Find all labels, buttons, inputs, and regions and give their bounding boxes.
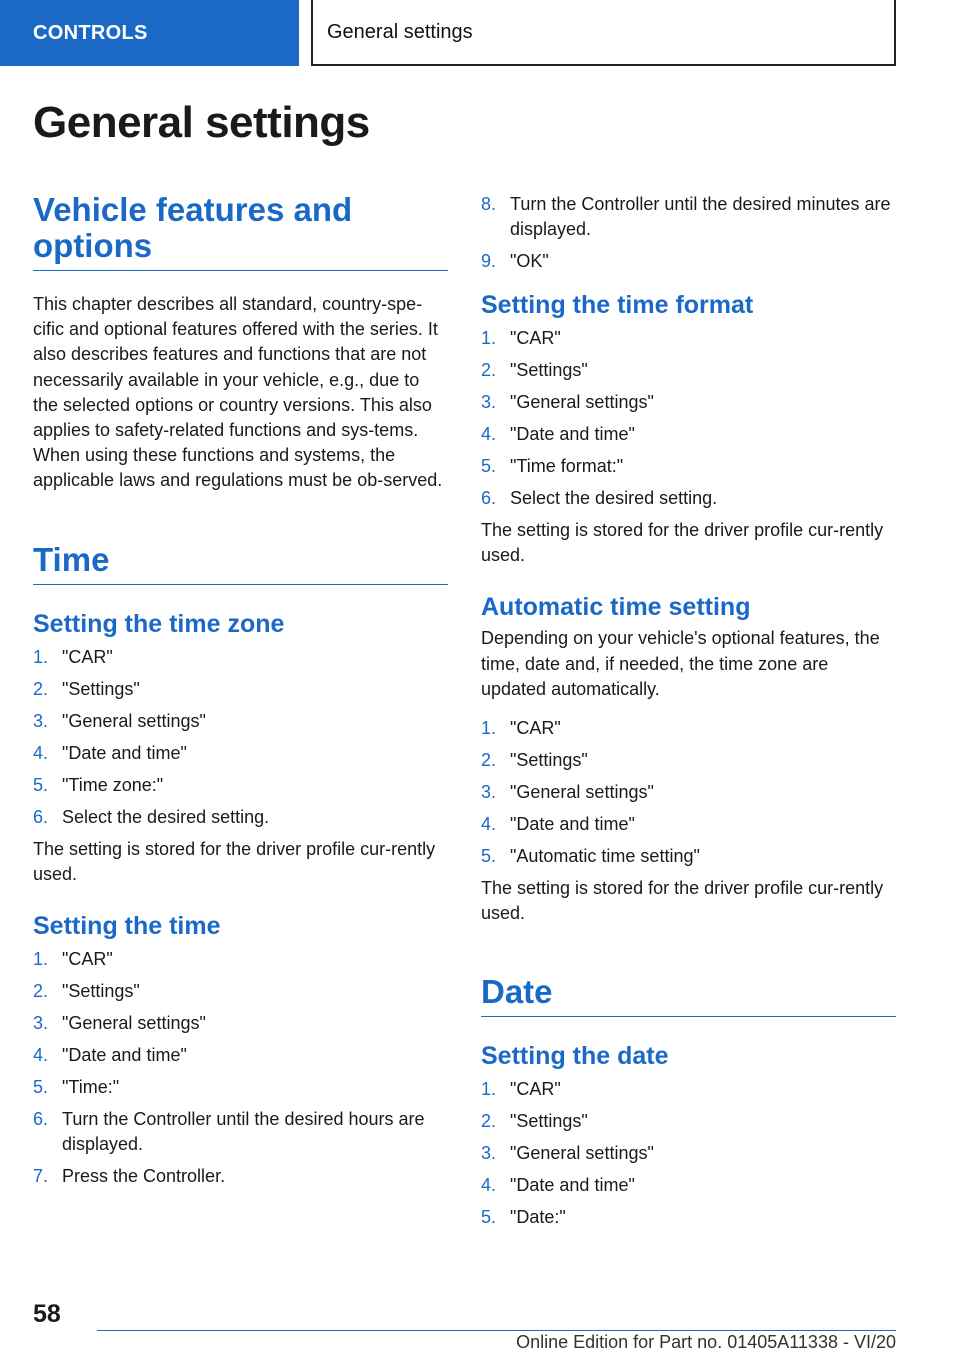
step-text: "Settings"	[62, 981, 140, 1002]
step-number: 1.	[481, 718, 497, 739]
step-text: Turn the Controller until the desired minutes are displayed.	[510, 194, 891, 239]
time-zone-note: The setting is stored for the driver profile cur-rently used.	[33, 838, 436, 884]
step-number: 6.	[33, 806, 49, 827]
list-item	[481, 390, 896, 415]
list-item	[481, 486, 896, 511]
step-number: 5.	[33, 774, 49, 795]
step-number: 2.	[481, 750, 497, 771]
step-number: 3.	[33, 710, 49, 731]
step-text: "Settings"	[62, 678, 140, 699]
vehicle-features-text: This chapter describes all standard, country-spe-cific and optional features offered with the series. It also describes features and functions that are not necessarily available in your vehicle, e.g., due to the selected options or country versions. This also applies to safety-related functions and sys-tems. When using these functions and systems, the applicable laws and regulations must be ob-served.	[33, 294, 443, 491]
right-column	[481, 192, 896, 1237]
step-number: 4.	[33, 742, 49, 763]
step-number: 1.	[33, 646, 49, 667]
step-text: Select the desired setting.	[510, 488, 718, 508]
step-text: "Settings"	[510, 360, 588, 380]
step-text: Press the Controller.	[62, 1166, 226, 1187]
step-text: "Date and time"	[62, 1045, 187, 1066]
time-zone-steps	[33, 645, 448, 830]
step-text: "Time zone:"	[62, 774, 164, 795]
list-item	[481, 358, 896, 383]
list-item	[481, 780, 896, 805]
heading-set-time: Setting the time	[33, 912, 221, 941]
list-item	[481, 192, 896, 242]
step-number: 4.	[481, 1175, 497, 1196]
set-time-steps-continued	[481, 192, 896, 274]
step-number: 6.	[481, 488, 497, 508]
list-item	[481, 1173, 896, 1198]
list-item	[481, 326, 896, 351]
list-item	[481, 812, 896, 837]
time-format-steps	[481, 326, 896, 511]
list-item	[33, 1107, 448, 1157]
footer-edition: Online Edition for Part no. 01405A11338 - VI/20	[516, 1332, 896, 1352]
heading-vehicle-features: Vehicle features and options	[33, 192, 448, 271]
step-number: 5.	[481, 846, 497, 867]
set-time-steps	[33, 947, 448, 1189]
step-number: 1.	[33, 949, 49, 970]
step-text: "Date and time"	[510, 1175, 635, 1196]
step-text: "General settings"	[510, 392, 654, 412]
step-number: 3.	[481, 782, 497, 803]
step-text: "General settings"	[62, 710, 206, 731]
step-number: 1.	[481, 328, 497, 348]
step-number: 2.	[481, 360, 497, 380]
auto-time-steps	[481, 716, 896, 869]
list-item	[33, 947, 448, 972]
step-number: 4.	[33, 1045, 49, 1066]
step-number: 7.	[33, 1166, 49, 1187]
step-number: 4.	[481, 814, 497, 835]
step-text: "CAR"	[62, 646, 113, 667]
step-text: "Automatic time setting"	[510, 846, 700, 867]
step-number: 5.	[481, 1207, 497, 1228]
step-number: 2.	[481, 1111, 497, 1132]
list-item	[33, 773, 448, 798]
step-text: "CAR"	[510, 718, 561, 739]
step-text: Turn the Controller until the desired hours are displayed.	[62, 1109, 425, 1155]
step-number: 4.	[481, 424, 497, 444]
heading-auto-time: Automatic time setting	[481, 593, 751, 622]
heading-date: Date	[481, 972, 896, 1017]
list-item	[33, 677, 448, 702]
step-text: "CAR"	[510, 328, 561, 348]
page-title: General settings	[33, 98, 370, 147]
list-item	[481, 1109, 896, 1134]
step-text: "CAR"	[510, 1079, 561, 1100]
step-text: Select the desired setting.	[62, 806, 270, 827]
step-text: "OK"	[510, 251, 549, 271]
step-text: "General settings"	[510, 782, 654, 803]
step-number: 2.	[33, 981, 49, 1002]
step-text: "CAR"	[62, 949, 113, 970]
step-number: 9.	[481, 251, 497, 271]
step-number: 3.	[33, 1013, 49, 1034]
page-number: 58	[33, 1300, 61, 1328]
step-number: 5.	[33, 1077, 49, 1098]
step-number: 1.	[481, 1079, 497, 1100]
heading-set-date: Setting the date	[481, 1042, 669, 1071]
list-item	[481, 716, 896, 741]
list-item	[33, 709, 448, 734]
step-text: "Date and time"	[62, 742, 187, 763]
left-column	[33, 192, 448, 1196]
step-text: "Time:"	[62, 1077, 120, 1098]
heading-time-zone: Setting the time zone	[33, 609, 285, 638]
step-number: 3.	[481, 1143, 497, 1164]
step-text: "Date:"	[510, 1207, 566, 1228]
section-tab	[0, 0, 299, 66]
footer-divider	[97, 1330, 896, 1331]
list-item	[481, 748, 896, 773]
step-number: 5.	[481, 456, 497, 476]
step-text: "Date and time"	[510, 814, 635, 835]
chapter-label: General settings	[327, 20, 473, 43]
auto-time-note: The setting is stored for the driver profile cur-rently used.	[481, 878, 884, 924]
heading-time: Time	[33, 540, 448, 585]
step-text: "General settings"	[62, 1013, 206, 1034]
section-label: CONTROLS	[33, 21, 148, 44]
list-item	[33, 805, 448, 830]
list-item	[33, 1043, 448, 1068]
list-item	[481, 454, 896, 479]
step-text: "Settings"	[510, 750, 588, 771]
step-text: "Time format:"	[510, 456, 624, 476]
heading-time-format: Setting the time format	[481, 291, 754, 319]
list-item	[481, 1141, 896, 1166]
list-item	[481, 1077, 896, 1102]
set-date-steps	[481, 1077, 896, 1230]
list-item	[481, 844, 896, 869]
list-item	[33, 1011, 448, 1036]
step-number: 8.	[481, 194, 497, 214]
list-item	[481, 1205, 896, 1230]
time-format-note: The setting is stored for the driver profile cur-rently used.	[481, 520, 884, 566]
step-text: "Date and time"	[510, 424, 635, 444]
step-number: 3.	[481, 392, 497, 412]
chapter-tab	[311, 0, 896, 66]
step-number: 6.	[33, 1109, 49, 1130]
step-text: "General settings"	[510, 1143, 654, 1164]
list-item	[481, 249, 896, 274]
list-item	[33, 1075, 448, 1100]
list-item	[33, 1164, 448, 1189]
list-item	[33, 979, 448, 1004]
list-item	[33, 645, 448, 670]
step-text: "Settings"	[510, 1111, 588, 1132]
list-item	[481, 422, 896, 447]
step-number: 2.	[33, 678, 49, 699]
auto-time-intro: Depending on your vehicle's optional features, the time, date and, if needed, the time zone are updated automatically.	[481, 628, 880, 699]
list-item	[33, 741, 448, 766]
